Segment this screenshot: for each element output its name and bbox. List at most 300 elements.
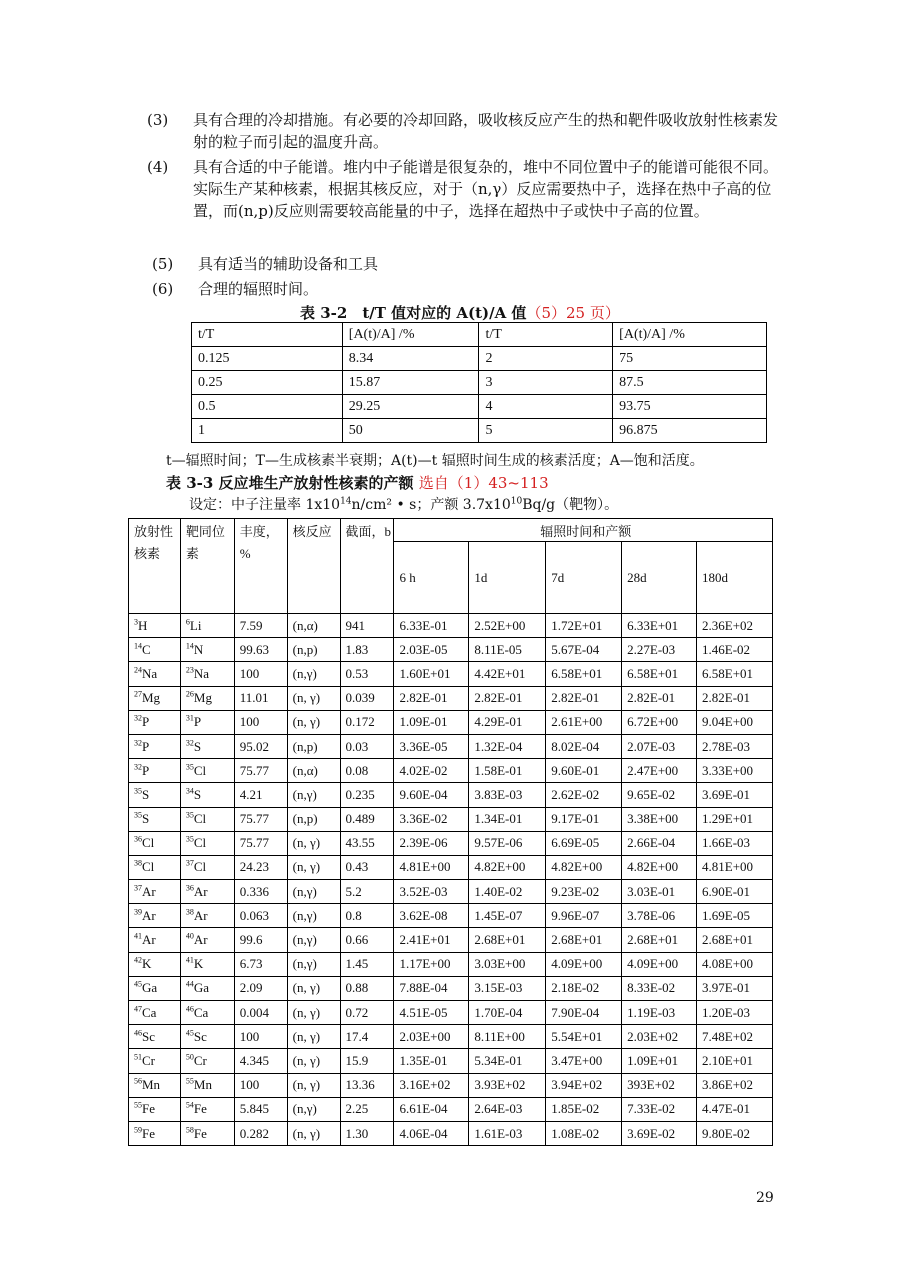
yield-cell: 4.29E-01 <box>469 710 546 734</box>
mass-number: 37 <box>185 859 194 869</box>
element-symbol: Li <box>189 617 202 633</box>
table-row <box>129 1097 773 1121</box>
table-row <box>129 1121 773 1145</box>
yield-cell: 9.60E-01 <box>546 759 622 783</box>
cross-section-cell: 13.36 <box>340 1073 394 1097</box>
reaction-cell: (n,α) <box>287 614 340 638</box>
yield-cell: 2.03E+02 <box>622 1025 697 1049</box>
yield-cell: 3.93E+02 <box>469 1073 546 1097</box>
yield-cell: 2.68E+01 <box>697 928 773 952</box>
mass-number: 39 <box>134 907 142 917</box>
abundance-cell: 5.845 <box>234 1097 287 1121</box>
yield-cell: 3.83E-03 <box>469 783 546 807</box>
target-cell <box>180 1001 234 1025</box>
element-symbol: Na <box>193 665 210 681</box>
target-cell <box>180 831 234 855</box>
yield-cell: 2.82E-01 <box>697 686 773 710</box>
yield-cell: 2.36E+02 <box>697 614 773 638</box>
element-symbol: Ga <box>142 980 158 996</box>
yield-cell: 4.09E+00 <box>622 952 697 976</box>
abundance-cell: 4.21 <box>234 783 287 807</box>
list-item-text: 具有合理的冷却措施。有必要的冷却回路，吸收核反应产生的热和靶件吸收放射性核素发射的粒子而引起的温度升高。 <box>193 111 779 151</box>
table-3-2-note: t—辐照时间；T—生成核素半衰期；A(t)—t 辐照时间生成的核素活度；A—饱和活度。 <box>166 453 704 469</box>
element-symbol: P <box>142 762 150 778</box>
nuclide-cell <box>129 976 181 1000</box>
table-3-3-caption <box>166 472 549 493</box>
element-symbol: Ar <box>193 883 208 899</box>
abundance-cell: 0.282 <box>234 1121 287 1145</box>
element-symbol: Ga <box>193 980 210 996</box>
element-symbol: Sc <box>142 1028 155 1044</box>
table-row <box>129 831 773 855</box>
abundance-cell: 0.004 <box>234 1001 287 1025</box>
table-row <box>192 347 767 371</box>
yield-cell: 2.82E-01 <box>394 686 469 710</box>
nuclide-cell <box>129 710 181 734</box>
yield-cell: 6.33E+01 <box>622 614 697 638</box>
yield-cell: 4.81E+00 <box>697 855 773 879</box>
abundance-cell: 7.59 <box>234 614 287 638</box>
column-header-cross-section: 截面，b <box>340 519 394 614</box>
yield-cell: 6.33E-01 <box>394 614 469 638</box>
setting-text: Bq/g（靶物）。 <box>522 497 619 513</box>
table-row <box>129 1049 773 1073</box>
table-cell: 3 <box>479 371 613 395</box>
element-symbol: P <box>142 738 150 754</box>
element-symbol: Fe <box>193 1101 207 1117</box>
element-symbol: K <box>193 956 204 972</box>
element-symbol: N <box>193 641 204 657</box>
table-row <box>129 880 773 904</box>
nuclide-cell <box>129 734 181 758</box>
reaction-cell: (n,γ) <box>287 952 340 976</box>
abundance-cell: 2.09 <box>234 976 287 1000</box>
element-symbol: S <box>193 786 202 802</box>
setting-exponent: 10 <box>510 496 523 507</box>
table-3-3-setting <box>189 494 618 514</box>
yield-cell: 2.66E-04 <box>622 831 697 855</box>
mass-number: 46 <box>185 1004 194 1014</box>
element-symbol: Cr <box>142 1052 155 1068</box>
cross-section-cell: 1.30 <box>340 1121 394 1145</box>
nuclide-cell <box>129 855 181 879</box>
cross-section-cell: 0.172 <box>340 710 394 734</box>
target-cell <box>180 1121 234 1145</box>
mass-number: 6 <box>185 617 190 627</box>
abundance-cell: 100 <box>234 1025 287 1049</box>
yield-cell: 1.09E+01 <box>622 1049 697 1073</box>
table-row <box>129 662 773 686</box>
cross-section-cell: 0.66 <box>340 928 394 952</box>
cross-section-cell: 1.83 <box>340 638 394 662</box>
nuclide-cell <box>129 759 181 783</box>
yield-cell: 393E+02 <box>622 1073 697 1097</box>
reaction-cell: (n, γ) <box>287 710 340 734</box>
column-header-time: 180d <box>697 542 773 614</box>
element-symbol: Ar <box>142 932 156 948</box>
column-header-reaction: 核反应 <box>287 519 340 614</box>
target-cell <box>180 880 234 904</box>
element-symbol: Mg <box>142 690 161 706</box>
abundance-cell: 99.6 <box>234 928 287 952</box>
mass-number: 31 <box>185 714 194 724</box>
abundance-cell: 75.77 <box>234 807 287 831</box>
list-item-text: 具有合适的中子能谱。堆内中子能谱是很复杂的，堆中不同位置中子的能谱可能很不同。实际生产某种核素，根据其核反应，对于（n,γ）反应需要热中子，选择在热中子高的位置，而(n,p)反应则需要较高能量的中子，选择在超热中子或快中子高的位置。 <box>193 158 779 220</box>
reaction-cell: (n, γ) <box>287 1049 340 1073</box>
target-cell <box>180 904 234 928</box>
yield-cell: 6.90E-01 <box>697 880 773 904</box>
yield-cell: 1.09E-01 <box>394 710 469 734</box>
reaction-cell: (n,p) <box>287 638 340 662</box>
nuclide-cell <box>129 904 181 928</box>
nuclide-cell <box>129 1001 181 1025</box>
mass-number: 55 <box>134 1101 142 1111</box>
mass-number: 37 <box>134 883 142 893</box>
mass-number: 32 <box>134 762 142 772</box>
reaction-cell: (n, γ) <box>287 1025 340 1049</box>
yield-cell: 2.52E+00 <box>469 614 546 638</box>
target-cell <box>180 976 234 1000</box>
list-item-text: 合理的辐照时间。 <box>198 280 319 298</box>
mass-number: 41 <box>134 931 142 941</box>
element-symbol: Ca <box>142 1004 157 1020</box>
cross-section-cell: 5.2 <box>340 880 394 904</box>
mass-number: 47 <box>134 1004 142 1014</box>
yield-cell: 2.62E-02 <box>546 783 622 807</box>
yield-cell: 8.33E-02 <box>622 976 697 1000</box>
yield-cell: 1.32E-04 <box>469 734 546 758</box>
setting-exponent: 14 <box>340 496 352 507</box>
yield-cell: 6.58E+01 <box>546 662 622 686</box>
table-caption-text: 表 3-3 反应堆生产放射性核素的产额 <box>166 474 414 492</box>
mass-number: 46 <box>134 1028 142 1038</box>
table-cell: 15.87 <box>342 371 479 395</box>
reaction-cell: (n,p) <box>287 807 340 831</box>
table-row <box>129 783 773 807</box>
yield-cell: 2.78E-03 <box>697 734 773 758</box>
yield-cell: 4.09E+00 <box>546 952 622 976</box>
column-header: [A(t)/A] /% <box>613 323 767 347</box>
list-item-number: (3) <box>147 111 169 129</box>
abundance-cell: 95.02 <box>234 734 287 758</box>
cross-section-cell: 0.08 <box>340 759 394 783</box>
mass-number: 32 <box>134 738 142 748</box>
yield-cell: 3.69E-02 <box>622 1121 697 1145</box>
element-symbol: Mn <box>142 1077 161 1093</box>
cross-section-cell: 15.9 <box>340 1049 394 1073</box>
yield-cell: 2.68E+01 <box>469 928 546 952</box>
yield-cell: 9.60E-04 <box>394 783 469 807</box>
table-caption-text: 表 3-2 t/T 值对应的 A(t)/A 值 <box>300 304 527 322</box>
mass-number: 35 <box>134 810 142 820</box>
yield-cell: 3.69E-01 <box>697 783 773 807</box>
yield-cell: 3.94E+02 <box>546 1073 622 1097</box>
table-row <box>129 614 773 638</box>
yield-cell: 4.82E+00 <box>469 855 546 879</box>
yield-cell: 4.02E-02 <box>394 759 469 783</box>
mass-number: 41 <box>185 955 194 965</box>
cross-section-cell: 0.53 <box>340 662 394 686</box>
yield-cell: 4.51E-05 <box>394 1001 469 1025</box>
column-header: t/T <box>192 323 343 347</box>
mass-number: 50 <box>185 1052 194 1062</box>
yield-cell: 3.36E-02 <box>394 807 469 831</box>
mass-number: 35 <box>185 762 194 772</box>
yield-cell: 6.72E+00 <box>622 710 697 734</box>
yield-cell: 1.70E-04 <box>469 1001 546 1025</box>
abundance-cell: 100 <box>234 1073 287 1097</box>
yield-cell: 6.58E+01 <box>622 662 697 686</box>
yield-cell: 2.41E+01 <box>394 928 469 952</box>
target-cell <box>180 662 234 686</box>
element-symbol: P <box>142 714 150 730</box>
yield-cell: 2.82E-01 <box>546 686 622 710</box>
mass-number: 59 <box>134 1125 142 1135</box>
yield-cell: 3.86E+02 <box>697 1073 773 1097</box>
yield-cell: 5.34E-01 <box>469 1049 546 1073</box>
mass-number: 35 <box>134 786 142 796</box>
yield-cell: 9.04E+00 <box>697 710 773 734</box>
mass-number: 14 <box>185 641 194 651</box>
yield-cell: 1.58E-01 <box>469 759 546 783</box>
yield-cell: 1.29E+01 <box>697 807 773 831</box>
table-cell: 50 <box>342 419 479 443</box>
mass-number: 51 <box>134 1052 142 1062</box>
mass-number: 44 <box>185 980 194 990</box>
target-cell <box>180 710 234 734</box>
yield-cell: 2.47E+00 <box>622 759 697 783</box>
table-row <box>129 904 773 928</box>
nuclide-cell <box>129 1097 181 1121</box>
cross-section-cell: 941 <box>340 614 394 638</box>
element-symbol: Cl <box>142 835 155 851</box>
target-cell <box>180 1025 234 1049</box>
element-symbol: S <box>142 786 150 802</box>
mass-number: 14 <box>134 641 142 651</box>
nuclide-cell <box>129 880 181 904</box>
yield-cell: 9.23E-02 <box>546 880 622 904</box>
column-group-header: 辐照时间和产额 <box>394 519 773 542</box>
reaction-cell: (n, γ) <box>287 1073 340 1097</box>
reaction-cell: (n,γ) <box>287 662 340 686</box>
table-cell: 87.5 <box>613 371 767 395</box>
abundance-cell: 4.345 <box>234 1049 287 1073</box>
element-symbol: Ar <box>193 907 208 923</box>
table-cell: 0.5 <box>192 395 343 419</box>
table-cell: 1 <box>192 419 343 443</box>
column-header-time: 1d <box>469 542 546 614</box>
abundance-cell: 11.01 <box>234 686 287 710</box>
column-header-nuclide: 放射性核素 <box>129 519 181 614</box>
yield-cell: 1.61E-03 <box>469 1121 546 1145</box>
table-cell: 0.25 <box>192 371 343 395</box>
reaction-cell: (n, γ) <box>287 831 340 855</box>
yield-cell: 3.03E-01 <box>622 880 697 904</box>
column-header-time: 7d <box>546 542 622 614</box>
table-source-note: （5）25 页） <box>526 304 620 322</box>
cross-section-cell: 17.4 <box>340 1025 394 1049</box>
mass-number: 45 <box>185 1028 194 1038</box>
table-header-row <box>192 323 767 347</box>
reaction-cell: (n,γ) <box>287 1097 340 1121</box>
element-symbol: Cl <box>193 811 207 827</box>
reaction-cell: (n, γ) <box>287 686 340 710</box>
element-symbol: Cl <box>193 859 207 875</box>
element-symbol: Ar <box>193 932 208 948</box>
table-row <box>129 734 773 758</box>
list-item-text: 具有适当的辅助设备和工具 <box>198 255 379 273</box>
table-cell: 0.125 <box>192 347 343 371</box>
table-row <box>129 686 773 710</box>
yield-cell: 1.35E-01 <box>394 1049 469 1073</box>
mass-number: 38 <box>134 859 142 869</box>
yield-cell: 3.03E+00 <box>469 952 546 976</box>
cross-section-cell: 0.03 <box>340 734 394 758</box>
column-header-target: 靶同位素 <box>180 519 234 614</box>
yield-cell: 3.15E-03 <box>469 976 546 1000</box>
yield-cell: 9.96E-07 <box>546 904 622 928</box>
yield-cell: 1.08E-02 <box>546 1121 622 1145</box>
element-symbol: K <box>142 956 152 972</box>
yield-cell: 2.61E+00 <box>546 710 622 734</box>
yield-cell: 1.46E-02 <box>697 638 773 662</box>
cross-section-cell: 0.235 <box>340 783 394 807</box>
list-item-number: (5) <box>152 255 174 273</box>
mass-number: 45 <box>134 980 142 990</box>
yield-cell: 1.20E-03 <box>697 1001 773 1025</box>
yield-cell: 4.42E+01 <box>469 662 546 686</box>
yield-cell: 1.60E+01 <box>394 662 469 686</box>
table-cell: 4 <box>479 395 613 419</box>
element-symbol: Sc <box>193 1028 207 1044</box>
nuclide-cell <box>129 1121 181 1145</box>
list-item-number: (6) <box>152 280 174 298</box>
mass-number: 35 <box>185 834 194 844</box>
table-row <box>129 928 773 952</box>
yield-cell: 4.82E+00 <box>622 855 697 879</box>
reaction-cell: (n,γ) <box>287 928 340 952</box>
yield-cell: 8.11E-05 <box>469 638 546 662</box>
element-symbol: Ca <box>193 1004 209 1020</box>
yield-cell: 2.64E-03 <box>469 1097 546 1121</box>
table-row <box>129 952 773 976</box>
yield-cell: 4.82E+00 <box>546 855 622 879</box>
yield-cell: 2.68E+01 <box>622 928 697 952</box>
yield-cell: 3.36E-05 <box>394 734 469 758</box>
table-row <box>129 1001 773 1025</box>
abundance-cell: 100 <box>234 710 287 734</box>
yield-cell: 9.57E-06 <box>469 831 546 855</box>
mass-number: 36 <box>134 834 142 844</box>
yield-cell: 6.69E-05 <box>546 831 622 855</box>
mass-number: 32 <box>134 714 142 724</box>
yield-cell: 3.16E+02 <box>394 1073 469 1097</box>
element-symbol: Mg <box>193 690 212 706</box>
element-symbol: Cr <box>193 1052 207 1068</box>
element-symbol: Na <box>142 665 158 681</box>
target-cell <box>180 952 234 976</box>
reaction-cell: (n, γ) <box>287 1001 340 1025</box>
yield-cell: 4.81E+00 <box>394 855 469 879</box>
element-symbol: S <box>142 811 150 827</box>
nuclide-cell <box>129 783 181 807</box>
target-cell <box>180 928 234 952</box>
nuclide-cell <box>129 1025 181 1049</box>
mass-number: 56 <box>134 1076 142 1086</box>
table-cell: 75 <box>613 347 767 371</box>
yield-cell: 7.48E+02 <box>697 1025 773 1049</box>
mass-number: 54 <box>185 1101 194 1111</box>
cross-section-cell: 0.039 <box>340 686 394 710</box>
column-header-time: 28d <box>622 542 697 614</box>
table-row <box>129 807 773 831</box>
table-row <box>129 855 773 879</box>
element-symbol: Fe <box>142 1101 155 1117</box>
setting-text: 设定：中子注量率 1x10 <box>189 497 341 513</box>
abundance-cell: 100 <box>234 662 287 686</box>
nuclide-cell <box>129 831 181 855</box>
table-3-2-caption <box>300 302 620 323</box>
yield-cell: 1.66E-03 <box>697 831 773 855</box>
yield-cell: 2.39E-06 <box>394 831 469 855</box>
reaction-cell: (n, γ) <box>287 976 340 1000</box>
cross-section-cell: 1.45 <box>340 952 394 976</box>
yield-cell: 1.17E+00 <box>394 952 469 976</box>
yield-cell: 1.72E+01 <box>546 614 622 638</box>
yield-cell: 7.88E-04 <box>394 976 469 1000</box>
yield-cell: 2.82E-01 <box>469 686 546 710</box>
table-cell: 5 <box>479 419 613 443</box>
yield-cell: 2.03E-05 <box>394 638 469 662</box>
yield-cell: 2.07E-03 <box>622 734 697 758</box>
yield-cell: 1.40E-02 <box>469 880 546 904</box>
page-number: 29 <box>756 1190 774 1206</box>
target-cell <box>180 855 234 879</box>
yield-cell: 1.34E-01 <box>469 807 546 831</box>
reaction-cell: (n,γ) <box>287 783 340 807</box>
mass-number: 32 <box>185 738 194 748</box>
yield-cell: 3.47E+00 <box>546 1049 622 1073</box>
yield-cell: 2.27E-03 <box>622 638 697 662</box>
target-cell <box>180 759 234 783</box>
mass-number: 42 <box>134 955 142 965</box>
table-row <box>192 371 767 395</box>
table-cell: 8.34 <box>342 347 479 371</box>
nuclide-cell <box>129 638 181 662</box>
element-symbol: Fe <box>193 1125 207 1141</box>
table-row <box>129 1025 773 1049</box>
yield-cell: 2.03E+00 <box>394 1025 469 1049</box>
mass-number: 36 <box>185 883 194 893</box>
cross-section-cell: 0.88 <box>340 976 394 1000</box>
yield-cell: 6.58E+01 <box>697 662 773 686</box>
target-cell <box>180 638 234 662</box>
reaction-cell: (n, γ) <box>287 1121 340 1145</box>
mass-number: 35 <box>185 810 194 820</box>
nuclide-cell <box>129 928 181 952</box>
yield-cell: 6.61E-04 <box>394 1097 469 1121</box>
target-cell <box>180 614 234 638</box>
table-row <box>129 1073 773 1097</box>
table-row <box>129 638 773 662</box>
reaction-cell: (n,γ) <box>287 904 340 928</box>
reaction-cell: (n,γ) <box>287 880 340 904</box>
target-cell <box>180 1097 234 1121</box>
yield-cell: 8.02E-04 <box>546 734 622 758</box>
mass-number: 40 <box>185 931 194 941</box>
target-cell <box>180 807 234 831</box>
yield-cell: 4.47E-01 <box>697 1097 773 1121</box>
